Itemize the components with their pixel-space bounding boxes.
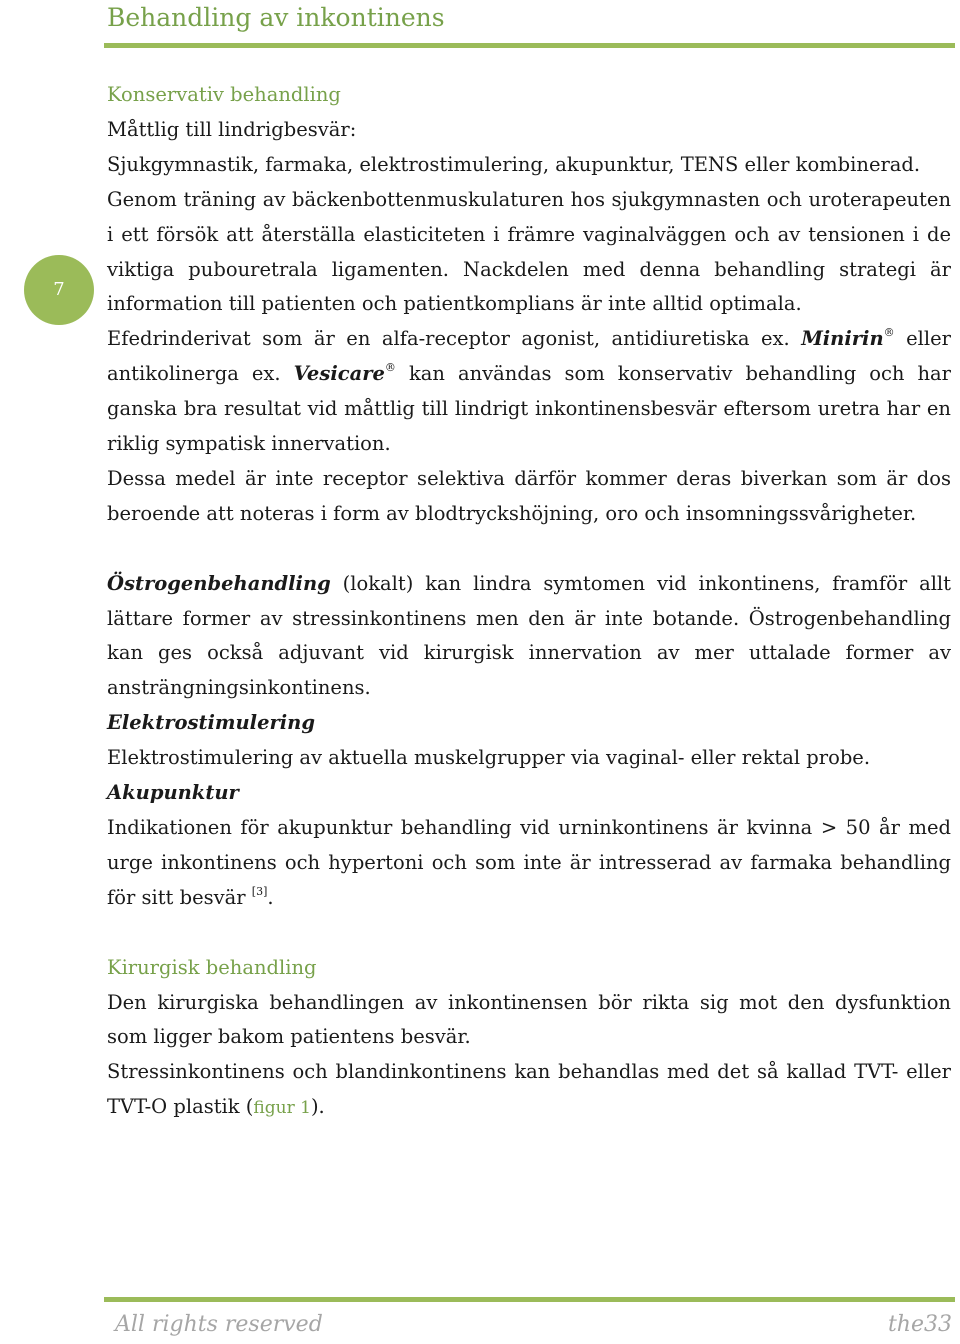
page-number-badge: 7 [24,255,94,325]
section-heading-akupunktur: Akupunktur [107,781,239,805]
section-heading-konservativ: Konservativ behandling [107,83,341,106]
spacer [107,916,951,951]
konservativ-para1: Genom träning av bäckenbottenmuskulaturen hos sjukgymnasten och uroterapeuten i ett försök att återställa elasticiteten i främre vaginalväggen och av tensionen i de viktiga pubouretrala ligamenten. Nackdelen med denna behandling strategi är information till patienten och patientkomplians är inte alltid optimala. [107,187,951,316]
registered-mark: ® [883,326,895,340]
title-divider [104,43,955,48]
konservativ-para3: Dessa medel är inte receptor selektiva därför kommer deras biverkan som är dos beroende att noteras i form av blodtryckshöjning, oro och insomningssvårigheter. [107,466,951,525]
kirurgisk-text-b: ). [310,1095,325,1119]
citation-ref: [3] [251,884,268,898]
kirurgisk-para1: Den kirurgiska behandlingen av inkontinensen bör rikta sig mot den dysfunktion som ligger bakom patientens besvär. [107,990,951,1049]
section-heading-ostrogen: Östrogenbehandling [107,571,331,595]
figure-reference-link[interactable]: figur 1 [253,1098,311,1119]
akupunktur-text: Indikationen för akupunktur behandling vid urninkontinens är kvinna > 50 år med urge inkontinens och hypertoni och som inte är intresserad av farmaka behandling för sitt besvär [107,816,951,909]
section-heading-elektro: Elektrostimulering [107,711,315,735]
spacer [107,532,951,567]
drug-minirin: Minirin [801,327,884,351]
konservativ-line2: Sjukgymnastik, farmaka, elektrostimulering, akupunktur, TENS eller kombinerad. [107,152,921,176]
konservativ-para2 [107,322,951,462]
para2-text-c: kan användas som konservativ behandling och har ganska bra resultat vid måttlig till lindrigt inkontinensbesvär eftersom uretra har en riklig sympatisk innervation. [107,362,951,456]
footer-brand: the33 [887,1312,952,1337]
elektro-text: Elektrostimulering av aktuella muskelgrupper via vaginal- eller rektal probe. [107,746,871,770]
para2-text-b: eller antikolinerga ex. [107,327,951,386]
konservativ-line1: Måttlig till lindrigbesvär: [107,117,357,141]
kirurgisk-text-a: Stressinkontinens och blandinkontinens kan behandlas med det så kallad TVT- eller TVT-O plastik ( [107,1060,951,1119]
registered-mark: ® [384,361,396,375]
akupunktur-para [107,811,951,916]
section-heading-kirurgisk: Kirurgisk behandling [107,955,317,979]
para2-text-a: Efedrinderivat som är en alfa-receptor agonist, antidiuretiska ex. [107,327,802,351]
page-title: Behandling av inkontinens [107,3,445,32]
footer-divider [104,1297,955,1302]
ostrogen-text: (lokalt) kan lindra symtomen vid inkontinens, framför allt lättare former av stressinkontinens men den är inte botande. Östrogenbehandling kan ges också adjuvant vid kirurgisk innervation av mer uttalade former av ansträngningsinkontinens. [107,571,951,700]
main-content [107,78,951,1126]
drug-vesicare: Vesicare [293,362,385,386]
kirurgisk-para2 [107,1055,951,1126]
footer-rights: All rights reserved [115,1312,323,1337]
akupunktur-end: . [267,885,274,909]
ostrogen-para [107,567,951,707]
